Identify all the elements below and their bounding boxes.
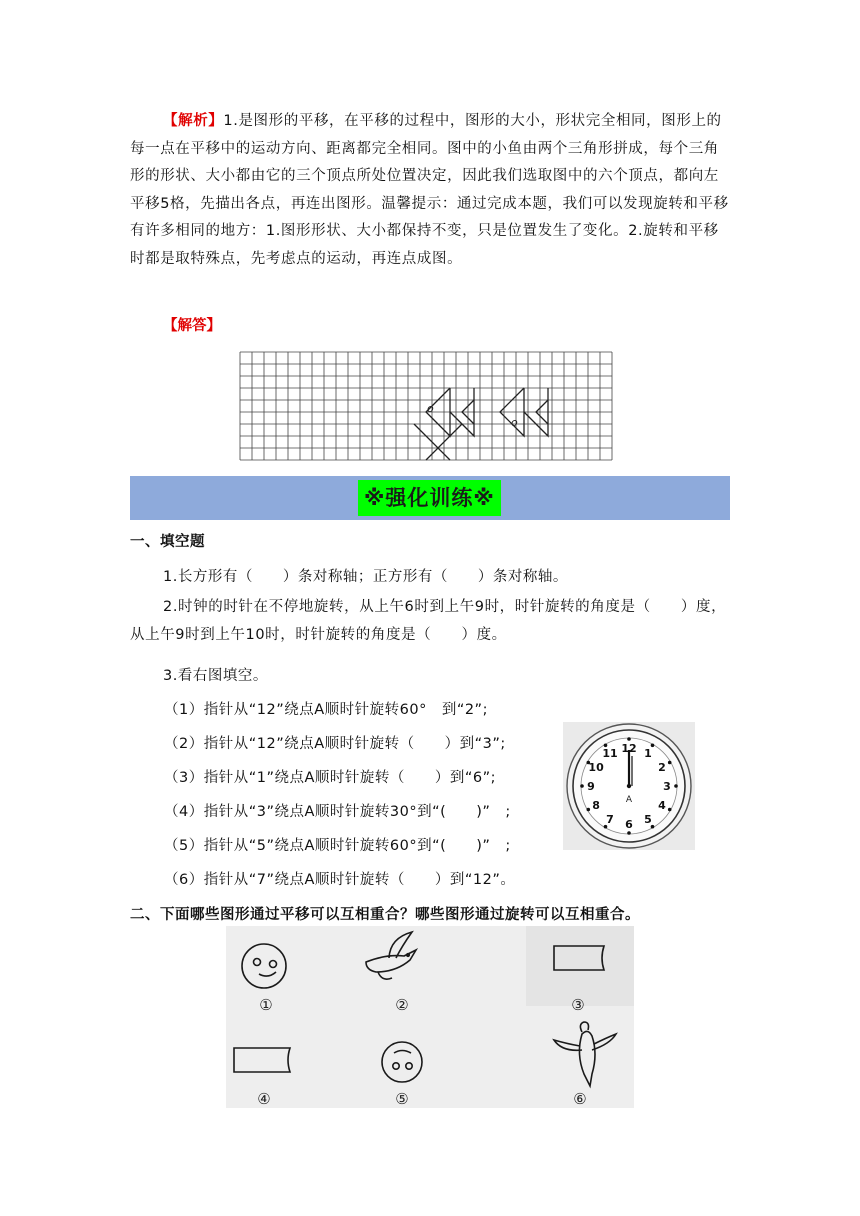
clock-dot [580, 784, 584, 788]
clock-dot [627, 737, 631, 741]
clock-figure [563, 722, 695, 850]
question-1: 1.长方形有（ ）条对称轴；正方形有（ ）条对称轴。 [163, 569, 568, 585]
clock-dot [668, 761, 672, 765]
clock-dot [586, 808, 590, 812]
shape-label-4: ④ [257, 1090, 271, 1108]
question-2: 2.时钟的时针在不停地旋转，从上午6时到上午9时，时针旋转的角度是（ ）度，从上午9时到上午10时，时针旋转的角度是（ ）度。 [130, 599, 727, 643]
clock-dot [627, 831, 631, 835]
analysis-paragraph [130, 108, 730, 273]
clock-number: 12 [621, 742, 637, 755]
shapes-figure [226, 926, 634, 1108]
sub-question-5: （5）指针从“5”绕点A顺时针旋转60°到“( )” ; [164, 838, 511, 854]
sub-question-2: （2）指针从“12”绕点A顺时针旋转（ ）到“3”; [164, 736, 506, 752]
shape-label-1: ① [259, 996, 273, 1014]
point-o-right: o [511, 416, 518, 429]
clock-number: 9 [587, 780, 595, 793]
point-o-left: o [427, 402, 434, 415]
clock-number: 2 [658, 761, 666, 774]
clock-number: 3 [663, 780, 671, 793]
clock-dot [668, 808, 672, 812]
clock-number: 6 [625, 818, 633, 831]
sub-question-4: （4）指针从“3”绕点A顺时针旋转30°到“( )” ; [164, 804, 511, 820]
analysis-label: 【解析】 [163, 113, 224, 129]
sub-question-6: （6）指针从“7”绕点A顺时针旋转（ ）到“12”。 [164, 872, 516, 888]
shape-label-6: ⑥ [573, 1090, 587, 1108]
question-3: 3.看右图填空。 [163, 668, 268, 684]
clock-number: 7 [606, 812, 614, 826]
shape-label-5: ⑤ [395, 1090, 409, 1108]
shape-label-3: ③ [571, 996, 585, 1014]
clock-number: 5 [644, 812, 652, 826]
section1-heading: 一、填空题 [130, 534, 205, 550]
sub-question-3: （3）指针从“1”绕点A顺时针旋转（ ）到“6”; [164, 770, 497, 786]
clock-number: 11 [602, 747, 618, 761]
clock-number: 4 [658, 799, 666, 812]
clock-center-label: A [625, 795, 633, 805]
training-banner-title: ※强化训练※ [358, 480, 501, 516]
answer-label: 【解答】 [163, 318, 221, 334]
shape-label-2: ② [395, 996, 409, 1014]
clock-number: 1 [644, 747, 652, 761]
translation-grid-figure [236, 346, 624, 470]
clock-number: 10 [588, 761, 604, 774]
clock-dot [674, 784, 678, 788]
sub-question-1: （1）指针从“12”绕点A顺时针旋转60° 到“2”; [164, 702, 488, 718]
clock-number: 8 [592, 799, 600, 812]
section2-heading: 二、下面哪些图形通过平移可以互相重合？哪些图形通过旋转可以互相重合。 [130, 907, 640, 923]
analysis-text: 1.是图形的平移，在平移的过程中，图形的大小，形状完全相同，图形上的每一点在平移中的运动方向、距离都完全相同。图中的小鱼由两个三角形拼成，每个三角形的形状、大小都由它的三个顶点所处位置决定，因此我们选取图中的六个顶点，都向左平移5格，先描出各点，再连出图形。温馨提示：通过完成本题，我们可以发现旋转和平移有许多相同的地方：1.图形形状、大小都保持不变，只是位置发生了变化。2.旋转和平移时都是取特殊点，先考虑点的运动，再连点成图。 [130, 113, 729, 267]
